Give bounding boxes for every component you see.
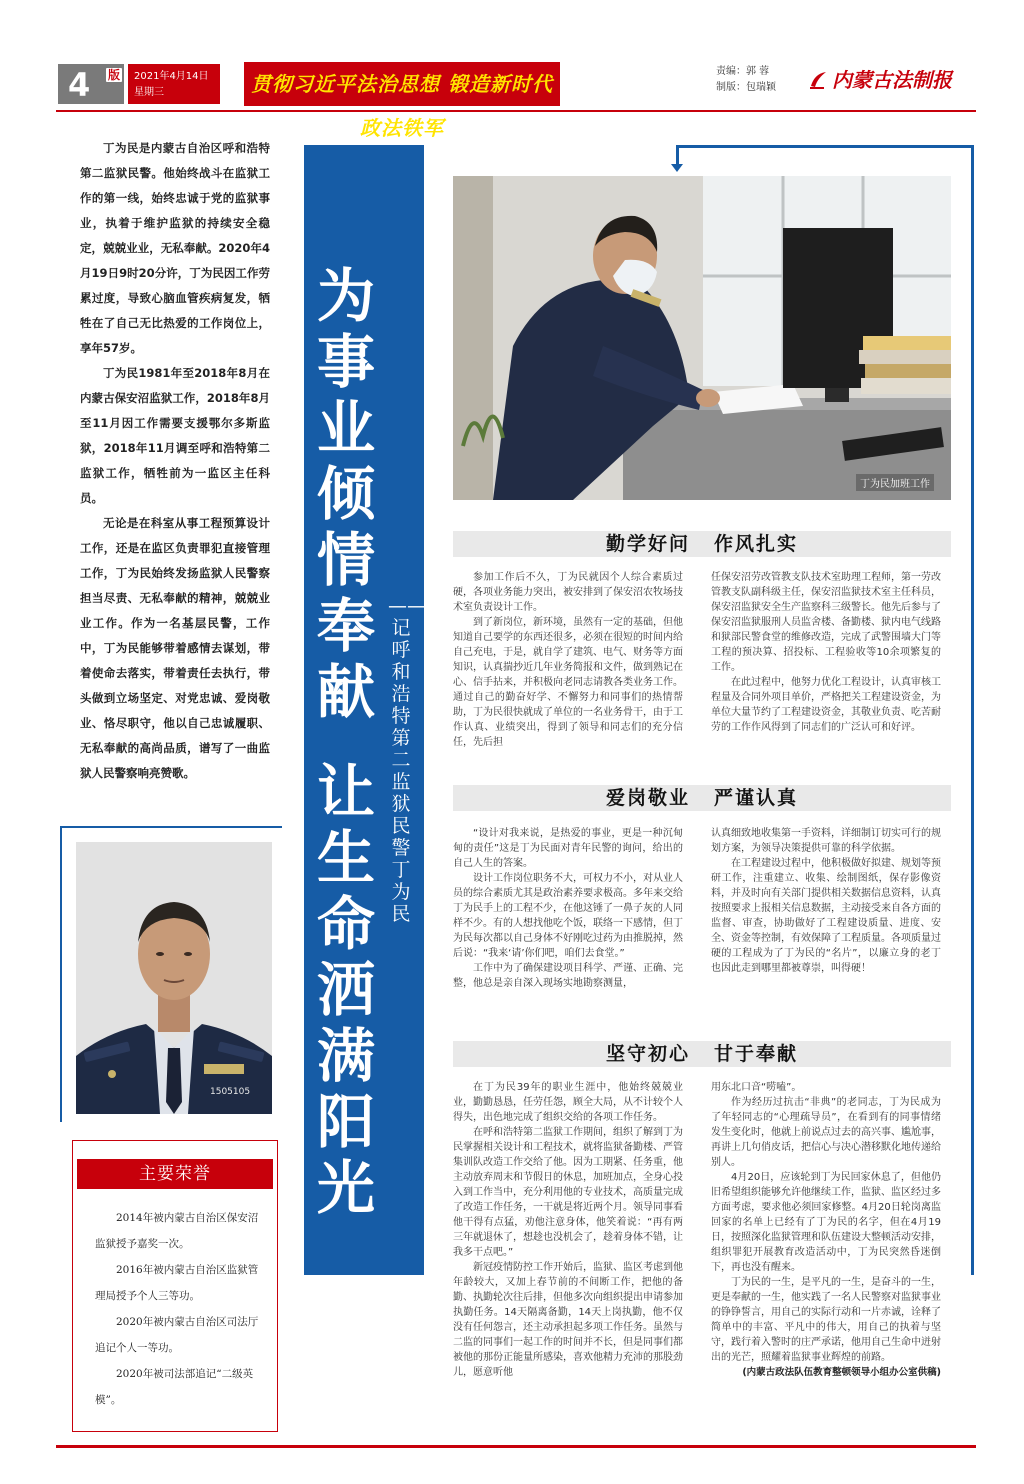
honor-item: 2016年被内蒙古自治区监狱管理局授予个人三等功。 <box>95 1264 259 1302</box>
body-paragraph: “设计对我来说，是热爱的事业，更是一种沉甸甸的责任”这是丁为民面对青年民警的询问，给出的自己人生的答案。 <box>453 828 683 869</box>
headline-title-line: 为事业倾情奉献 <box>316 262 375 726</box>
issue-date-box <box>128 64 220 104</box>
honors-title: 主要荣誉 <box>77 1159 273 1189</box>
intro-paragraph: 无论是在科室从事工程预算设计工作，还是在监区负责罪犯直接管理工作，丁为民始终发扬监狱人民警察担当尽责、无私奉献的精神，兢兢业业工作。作为一名基层民警，工作中，丁为民能够带着感情去谋划，带着使命去落实，带着责任去执行，带头做到立场坚定、对党忠诚、爱岗敬业、恪尽职守，他以自己忠诚履职、无私奉献的高尚品质，谱写了一曲监狱人民警察响亮赞歌。 <box>80 516 270 780</box>
honor-item: 2014年被内蒙古自治区保安沼监狱授予嘉奖一次。 <box>95 1212 259 1250</box>
newspaper-name: 内蒙古法制报 <box>832 68 952 92</box>
article-credit: (内蒙古政法队伍教育整顿领导小组办公室供稿) <box>742 1367 941 1378</box>
page-number: 4 <box>68 66 91 104</box>
intro-text <box>80 136 270 786</box>
body-paragraph: 工作中为了确保建设项目科学、严谨、正确、完整，他总是亲自深入现场实地勘察测量， <box>453 963 683 989</box>
section-heading-part: 爱岗敬业 <box>605 787 690 809</box>
intro-paragraph: 丁为民1981年至2018年8月在内蒙古保安沼监狱工作，2018年8月至11月因工作需要支援鄂尔多斯监狱，2018年11月调至呼和浩特第二监狱工作，牺牲前为一监区主任科员。 <box>80 366 270 505</box>
body-paragraph: 作为经历过抗击“非典”的老同志，丁为民成为了年轻同志的“心理疏导员”，在看到有的同事情绪发生变化时，他就上前说点过去的高兴事、尴尬事，再讲上几句俏皮话，把信心与决心潜移默化地传递给别人。 <box>711 1097 941 1168</box>
section-heading-part: 严谨认真 <box>714 787 799 809</box>
newspaper-logo-icon <box>808 70 828 90</box>
section-heading-1 <box>453 531 951 557</box>
section-heading-part: 甘于奉献 <box>714 1043 799 1065</box>
section-heading-part: 作风扎实 <box>714 533 799 555</box>
body-paragraph: 在呼和浩特第二监狱工作期间，组织了解到丁为民掌握相关设计和工程技术，就将监狱备勤楼、严管集训队改造工作交给了他。因为工期紧、任务重，他主动放弃周末和节假日的休息，加班加点，全身心投入到工作当中，充分利用他的专业技术，高质量完成了改造工作任务，一干就是将近两个月。领导同事看他干得有点猛，劝他注意身体，他笑着说：“再有两三年就退休了，想趁也没机会了，趁着身体不错，让我多干点吧。” <box>453 1127 683 1258</box>
headline-subtitle <box>388 595 426 925</box>
layout-editor-name: 制版：包瑞颖 <box>716 82 776 93</box>
headline-gap <box>314 725 378 759</box>
headline-title <box>314 263 378 1221</box>
body-paragraph: 在工程建设过程中，他积极做好拟建、规划等预研工作，注重建立、收集、绘制图纸，保存影像资料，并及时向有关部门提供相关数据信息资料，认真按照要求上报相关信息数据，主动接受来自各方面的监督、审查，协助做好了工程建设质量、进度、安全、资金等控制，有效保障了工程质量。各项质量过硬的工程成为了丁为民的“名片”，以廉立身的老丁也因此走到哪里都被尊崇，叫得硬！ <box>711 858 941 974</box>
footer-rule <box>56 1445 976 1448</box>
issue-weekday: 星期三 <box>134 87 164 98</box>
header-slogan: 贯彻习近平法治思想 锻造新时代政法铁军 <box>244 62 560 106</box>
body-paragraph: 新冠疫情防控工作开始后，监狱、监区考虑到他年龄较大，又加上春节前的不间断工作，把他的备勤、执勤轮次往后排，但他多次向组织提出申请参加执勤任务。14天隔离备勤，14天上岗执勤，他不仅没有任何怨言，还主动承担起多项工作任务。虽然与二监的同事们一起工作的时间并不长，但是同事们都被他的那份正能量所感染，喜欢他精力充沛的那股劲儿，愿意听他 <box>453 1262 683 1378</box>
issue-date: 2021年4月14日 <box>134 71 209 82</box>
editor-name: 责编：郭 蓉 <box>716 66 770 77</box>
officer-portrait-illustration <box>76 842 272 1114</box>
honor-item: 2020年被司法部追记“二级英模”。 <box>95 1368 254 1406</box>
photo-frame-right <box>971 145 974 1275</box>
badge-number: 1505105 <box>210 1087 251 1097</box>
work-photo <box>453 176 951 500</box>
masthead-rule <box>56 110 976 112</box>
body-paragraph: 认真细致地收集第一手资料，详细制订切实可行的规划方案，为领导决策提供可靠的科学依据。 <box>711 828 941 854</box>
intro-paragraph: 丁为民是内蒙古自治区呼和浩特第二监狱民警。他始终战斗在监狱工作的第一线，始终忠诚于党的监狱事业，执着于维护监狱的持续安全稳定，兢兢业业，无私奉献。2020年4月19日9时20分许，丁为民因工作劳累过度，导致心脑血管疾病复发，牺牲在了自己无比热爱的工作岗位上，享年57岁。 <box>80 141 270 355</box>
body-paragraph: 任保安沼劳改管教支队技术室助理工程师，第一劳改管教支队副科级主任，保安沼监狱技术室主任科员，保安沼监狱安全生产监察科三级警长。他先后参与了保安沼监狱服刑人员监舍楼、备勤楼、狱内电气线路和狱部民警食堂的维修改造，完成了武警围墙大门等工程的预决算、招投标、工程验收等10余项繁复的工作。 <box>711 572 941 673</box>
body-paragraph: 在丁为民39年的职业生涯中，他始终兢兢业业，勤勤恳恳，任劳任怨，顾全大局，从不计较个人得失，出色地完成了组织交给的各项工作任务。 <box>453 1082 683 1123</box>
page-number-box <box>58 64 124 104</box>
photo-frame-top <box>676 145 974 148</box>
photo-caption: 丁为民加班工作 <box>856 474 934 491</box>
section-heading-part: 勤学好问 <box>605 533 690 555</box>
section-3-right-column <box>711 1080 941 1380</box>
headline-subtitle-text: ——记呼和浩特第二监狱民警丁为民 <box>388 595 426 925</box>
body-paragraph: 4月20日，应该轮到丁为民回家休息了，但他仍旧希望组织能够允许他继续工作，监狱、监区经过多方面考虑，要求他必须回家修整。4月20日轮岗离监回家的名单上已经有了丁为民的名字，但在4月19日，按照深化监狱管理和队伍建设大整顿活动安排，组织罪犯开展教育改造活动中，丁为民突然昏迷倒下，再也没有醒来。 <box>711 1172 941 1273</box>
body-paragraph: 用东北口音“唠嗑”。 <box>711 1082 802 1093</box>
portrait-photo <box>76 842 272 1114</box>
newspaper-logo <box>808 64 952 93</box>
section-1-left-column <box>453 570 683 750</box>
section-heading-2 <box>453 785 951 811</box>
honors-box <box>72 1140 278 1432</box>
headline-panel <box>304 145 424 1275</box>
body-paragraph: 参加工作后不久，丁为民就因个人综合素质过硬，各项业务能力突出，被安排到了保安沼农牧场技术室负责设计工作。 <box>453 572 683 613</box>
editor-credits <box>716 64 776 96</box>
honors-list <box>95 1205 265 1413</box>
frame-arrow-icon <box>671 164 683 172</box>
section-heading-3 <box>453 1041 951 1067</box>
body-paragraph: 设计工作岗位职务不大，可权力不小，对从业人员的综合素质尤其是政治素养要求极高。多年来交给丁为民手上的工程不少，在他这锤了一鼻子灰的人同样不少。有的人想找他吃个饭，联络一下感情，但丁为民每次都以自己身体不好刚吃过药为由推脱掉，然后说：“我来‘请’你们吧，咱们去食堂。” <box>453 873 683 959</box>
body-paragraph: 丁为民的一生，是平凡的一生，是奋斗的一生，更是奉献的一生，他实践了一名人民警察对监狱事业的铮铮誓言，用自己的实际行动和一片赤诚，诠释了简单中的丰富、平凡中的伟大，用自己的执着与坚守，践行着入警时的庄严承诺，他用自己生命中迸射出的光芒，照耀着监狱事业辉煌的前路。 <box>711 1277 941 1363</box>
section-2-left-column <box>453 826 683 991</box>
section-1-right-column <box>711 570 941 735</box>
honor-item: 2020年被内蒙古自治区司法厅追记个人一等功。 <box>95 1316 259 1354</box>
section-heading-part: 坚守初心 <box>605 1043 690 1065</box>
officer-at-desk-illustration <box>453 176 951 500</box>
section-2-right-column <box>711 826 941 976</box>
page-ban-label: 版 <box>107 68 120 82</box>
section-3-left-column <box>453 1080 683 1380</box>
body-paragraph: 到了新岗位，新环境，虽然有一定的基础，但他知道自己要学的东西还很多，必须在很短的时间内给自己充电，于是，就自学了建筑、电气、财务等方面知识，认真揣抄近几年业务简报和文件，做到熟记在心、信手拈来，并积极向老同志请教各类业务工作。通过自己的勤奋好学、不懈努力和同事们的热情帮助，丁为民很快就成了单位的一名业务骨干，由于工作认真、业绩突出，得到了领导和同志们的充分信任，先后担 <box>453 617 683 748</box>
headline-title-line: 让生命洒满阳光 <box>316 758 375 1222</box>
body-paragraph: 在此过程中，他努力优化工程设计，认真审核工程量及合同外项目单价，严格把关工程建设资金，为单位大量节约了工程建设资金，其敬业负责、吃苦耐劳的工作作风得到了同志们的广泛认可和好评。 <box>711 677 941 733</box>
